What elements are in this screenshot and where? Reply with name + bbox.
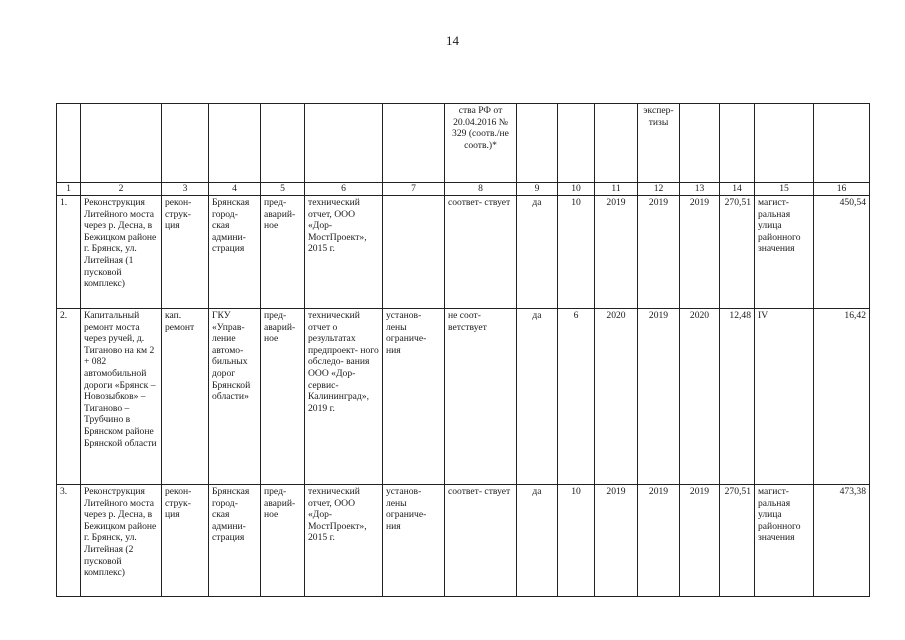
table-cell: Брянская город- ская админи- страция (209, 485, 261, 597)
table-cell: рекон- струк- ция (162, 196, 209, 309)
column-number-cell: 3 (162, 183, 209, 196)
table-cell: 16,42 (814, 309, 870, 485)
table-cell: IV (755, 309, 814, 485)
column-number-cell: 2 (81, 183, 162, 196)
table-cell: не соот- ветствует (445, 309, 517, 485)
column-number-cell: 10 (558, 183, 595, 196)
page-number: 14 (446, 33, 459, 48)
column-numbers-row (57, 183, 870, 196)
table-cell: 2019 (595, 485, 638, 597)
table-cell: да (517, 196, 558, 309)
table-cell: 2. (57, 309, 81, 485)
table-cell: 2019 (638, 196, 680, 309)
table-cell: установ- лены ограниче- ния (383, 309, 445, 485)
table-row (57, 309, 870, 485)
header-cell (755, 104, 814, 183)
table-cell: магист- ральная улица районного значения (755, 196, 814, 309)
header-cell (81, 104, 162, 183)
header-continuation-row (57, 104, 870, 183)
table-cell: 2020 (680, 309, 720, 485)
header-cell (261, 104, 305, 183)
table-cell: технический отчет, ООО «Дор- МостПроект», 2015 г. (305, 485, 383, 597)
table-cell: установ- лены ограниче- ния (383, 485, 445, 597)
header-cell (720, 104, 755, 183)
table-cell (383, 196, 445, 309)
header-cell (814, 104, 870, 183)
column-number-cell: 9 (517, 183, 558, 196)
table-cell: 2020 (595, 309, 638, 485)
column-number-cell: 15 (755, 183, 814, 196)
column-number-cell: 11 (595, 183, 638, 196)
header-cell (162, 104, 209, 183)
column-number-cell: 12 (638, 183, 680, 196)
table-cell: 2019 (680, 196, 720, 309)
header-cell: экспер- тизы (638, 104, 680, 183)
table-row (57, 485, 870, 597)
table-cell: 270,51 (720, 196, 755, 309)
header-cell: ства РФ от 20.04.2016 № 329 (соотв./не соотв.)* (445, 104, 517, 183)
table-cell: пред- аварий- ное (261, 309, 305, 485)
table-cell: соответ- ствует (445, 485, 517, 597)
header-cell (680, 104, 720, 183)
table-cell: 2019 (595, 196, 638, 309)
table-cell: да (517, 485, 558, 597)
column-number-cell: 7 (383, 183, 445, 196)
column-number-cell: 8 (445, 183, 517, 196)
table-cell: пред- аварий- ное (261, 485, 305, 597)
data-table (56, 103, 870, 597)
table-cell: 2019 (638, 485, 680, 597)
header-cell (595, 104, 638, 183)
header-cell (305, 104, 383, 183)
column-number-cell: 14 (720, 183, 755, 196)
table-cell: да (517, 309, 558, 485)
header-cell (57, 104, 81, 183)
table-cell: технический отчет о результатах предпроект- ного обследо- вания ООО «Дор- сервис- Калининград», 2019 г. (305, 309, 383, 485)
table-cell: 473,38 (814, 485, 870, 597)
column-number-cell: 13 (680, 183, 720, 196)
table-cell: рекон- струк- ция (162, 485, 209, 597)
header-cell (209, 104, 261, 183)
table-cell: 2019 (680, 485, 720, 597)
header-cell (517, 104, 558, 183)
table-cell: 12,48 (720, 309, 755, 485)
table-cell: Брянская город- ская админи- страция (209, 196, 261, 309)
table-cell: 6 (558, 309, 595, 485)
table-cell: ГКУ «Управ- ление автомо- бильных дорог Брянской области» (209, 309, 261, 485)
table-cell: 450,54 (814, 196, 870, 309)
table-cell: Реконструкция Литейного моста через р. Десна, в Бежицком районе г. Брянск, ул. Литейная (1 пусковой комплекс) (81, 196, 162, 309)
table-cell: технический отчет, ООО «Дор- МостПроект», 2015 г. (305, 196, 383, 309)
column-number-cell: 5 (261, 183, 305, 196)
table-cell: пред- аварий- ное (261, 196, 305, 309)
table-cell: Реконструкция Литейного моста через р. Десна, в Бежицком районе г. Брянск, ул. Литейная (2 пусковой комплекс) (81, 485, 162, 597)
table-cell: 10 (558, 196, 595, 309)
table-cell: магист- ральная улица районного значения (755, 485, 814, 597)
table-cell: 10 (558, 485, 595, 597)
column-number-cell: 6 (305, 183, 383, 196)
column-number-cell: 1 (57, 183, 81, 196)
table-cell: Капитальный ремонт моста через ручей, д. Тиганово на км 2 + 082 автомобильной дороги «Брянск – Новозыбков» – Тиганово – Трубчино в Брянском районе Брянской области (81, 309, 162, 485)
table-cell: 270,51 (720, 485, 755, 597)
column-number-cell: 4 (209, 183, 261, 196)
table-row (57, 196, 870, 309)
header-cell (383, 104, 445, 183)
table-cell: соответ- ствует (445, 196, 517, 309)
column-number-cell: 16 (814, 183, 870, 196)
table-cell: 3. (57, 485, 81, 597)
table-cell: 2019 (638, 309, 680, 485)
table-cell: 1. (57, 196, 81, 309)
table-cell: кап. ремонт (162, 309, 209, 485)
header-cell (558, 104, 595, 183)
